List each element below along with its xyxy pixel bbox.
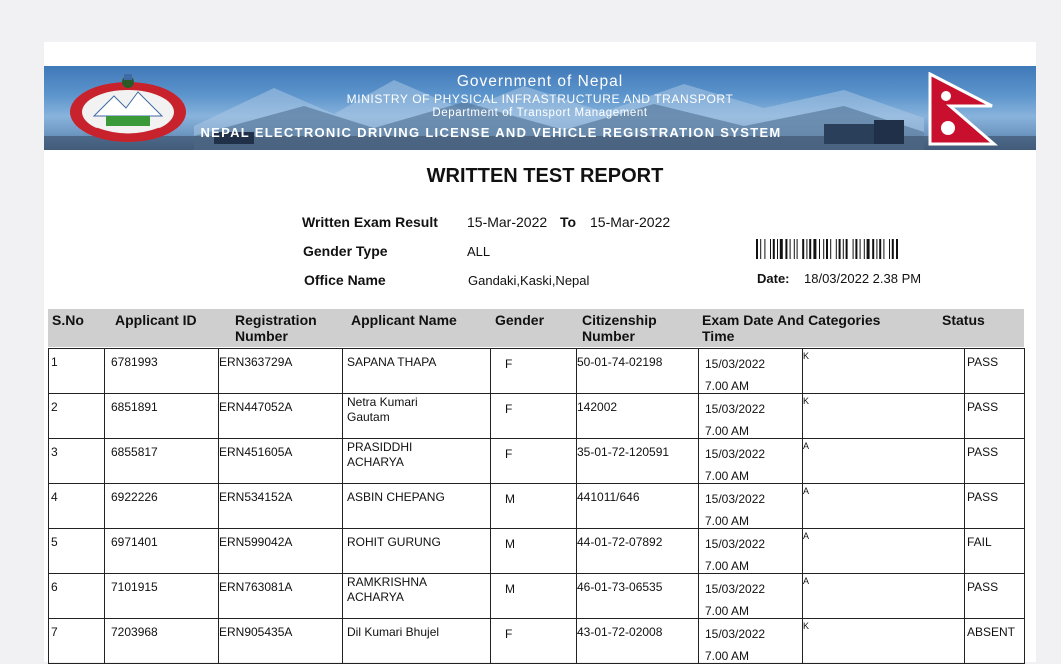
cell-applicant-id: 7203968 — [105, 619, 219, 664]
cell-citizenship: 50-01-74-02198 — [577, 349, 699, 394]
cell-sno: 5 — [49, 529, 105, 574]
col-citizenship-number: Citizenship Number — [582, 312, 657, 344]
cell-category: A — [803, 484, 965, 529]
cell-applicant-id: 6971401 — [105, 529, 219, 574]
banner-department: Department of Transport Management — [432, 107, 648, 119]
cell-category: A — [803, 439, 965, 484]
cell-exam-datetime: 15/03/2022 7.00 AM — [699, 529, 803, 574]
gender-type-label: Gender Type — [303, 243, 388, 259]
office-name-label: Office Name — [304, 272, 386, 288]
cell-registration: ERN599042A — [219, 529, 343, 574]
cell-applicant-name: PRASIDDHI ACHARYA — [343, 439, 491, 484]
report-title: WRITTEN TEST REPORT — [426, 165, 664, 187]
report-page — [44, 42, 1036, 662]
to-date: 15-Mar-2022 — [590, 214, 671, 230]
cell-sno: 2 — [49, 394, 105, 439]
col-registration-number: Registration Number — [235, 312, 317, 344]
cell-applicant-name: Netra Kumari Gautam — [343, 394, 491, 439]
cell-registration: ERN763081A — [219, 574, 343, 619]
cell-status: PASS — [965, 439, 1025, 484]
table-row — [49, 619, 1025, 664]
cell-category: A — [803, 529, 965, 574]
table-row — [49, 349, 1025, 394]
cell-category: K — [803, 349, 965, 394]
col-status: Status — [942, 312, 985, 328]
cell-sno: 4 — [49, 484, 105, 529]
cell-citizenship: 142002 — [577, 394, 699, 439]
table-row — [49, 394, 1025, 439]
table-row — [49, 439, 1025, 484]
cell-gender: F — [491, 619, 577, 664]
cell-applicant-name: ROHIT GURUNG — [343, 529, 491, 574]
cell-citizenship: 35-01-72-120591 — [577, 439, 699, 484]
banner-ministry: MINISTRY OF PHYSICAL INFRASTRUCTURE AND TRANSPORT — [346, 92, 734, 106]
banner-government: Government of Nepal — [456, 73, 624, 90]
date-value: 18/03/2022 2.38 PM — [804, 271, 922, 286]
header-banner — [44, 66, 1036, 150]
table-row — [49, 574, 1025, 619]
cell-gender: M — [491, 529, 577, 574]
cell-exam-datetime: 15/03/2022 7.00 AM — [699, 574, 803, 619]
cell-registration: ERN447052A — [219, 394, 343, 439]
cell-applicant-id: 6851891 — [105, 394, 219, 439]
to-label: To — [560, 214, 577, 230]
cell-exam-datetime: 15/03/2022 7.00 AM — [699, 439, 803, 484]
cell-applicant-id: 6922226 — [105, 484, 219, 529]
exam-result-label: Written Exam Result — [302, 214, 438, 230]
col-sno: S.No — [52, 312, 84, 328]
cell-status: PASS — [965, 484, 1025, 529]
cell-exam-datetime: 15/03/2022 7.00 AM — [699, 349, 803, 394]
cell-applicant-name: SAPANA THAPA — [343, 349, 491, 394]
cell-gender: F — [491, 394, 577, 439]
cell-applicant-id: 6855817 — [105, 439, 219, 484]
cell-applicant-name: RAMKRISHNA ACHARYA — [343, 574, 491, 619]
from-date: 15-Mar-2022 — [467, 214, 548, 230]
cell-status: FAIL — [965, 529, 1025, 574]
cell-registration: ERN363729A — [219, 349, 343, 394]
date-label: Date: — [757, 271, 790, 286]
cell-registration: ERN905435A — [219, 619, 343, 664]
cell-category: K — [803, 394, 965, 439]
cell-citizenship: 43-01-72-02008 — [577, 619, 699, 664]
cell-sno: 6 — [49, 574, 105, 619]
cell-applicant-id: 6781993 — [105, 349, 219, 394]
cell-citizenship: 44-01-72-07892 — [577, 529, 699, 574]
cell-gender: M — [491, 574, 577, 619]
cell-status: PASS — [965, 349, 1025, 394]
col-gender: Gender — [495, 312, 545, 328]
cell-applicant-name: ASBIN CHEPANG — [343, 484, 491, 529]
table-header — [48, 309, 1024, 347]
col-applicant-id: Applicant ID — [115, 312, 197, 328]
col-exam-date-categories: Exam Date And Categories Time — [702, 312, 881, 344]
cell-status: PASS — [965, 574, 1025, 619]
cell-exam-datetime: 15/03/2022 7.00 AM — [699, 484, 803, 529]
cell-sno: 3 — [49, 439, 105, 484]
cell-gender: F — [491, 349, 577, 394]
cell-registration: ERN451605A — [219, 439, 343, 484]
cell-status: PASS — [965, 394, 1025, 439]
table-row — [49, 484, 1025, 529]
cell-category: K — [803, 619, 965, 664]
cell-sno: 1 — [49, 349, 105, 394]
cell-registration: ERN534152A — [219, 484, 343, 529]
cell-applicant-name: Dil Kumari Bhujel — [343, 619, 491, 664]
cell-exam-datetime: 15/03/2022 7.00 AM — [699, 619, 803, 664]
barcode — [756, 239, 958, 259]
cell-status: ABSENT — [965, 619, 1025, 664]
cell-category: A — [803, 574, 965, 619]
cell-applicant-id: 7101915 — [105, 574, 219, 619]
cell-citizenship: 46-01-73-06535 — [577, 574, 699, 619]
table-row — [49, 529, 1025, 574]
banner-system-name: NEPAL ELECTRONIC DRIVING LICENSE AND VEHICLE REGISTRATION SYSTEM — [200, 125, 782, 140]
cell-sno: 7 — [49, 619, 105, 664]
gender-type-value: ALL — [467, 244, 491, 259]
office-name-value: Gandaki,Kaski,Nepal — [468, 273, 590, 288]
cell-gender: F — [491, 439, 577, 484]
col-applicant-name: Applicant Name — [351, 312, 457, 328]
results-table — [48, 348, 1025, 664]
cell-gender: M — [491, 484, 577, 529]
cell-exam-datetime: 15/03/2022 7.00 AM — [699, 394, 803, 439]
cell-citizenship: 441011/646 — [577, 484, 699, 529]
